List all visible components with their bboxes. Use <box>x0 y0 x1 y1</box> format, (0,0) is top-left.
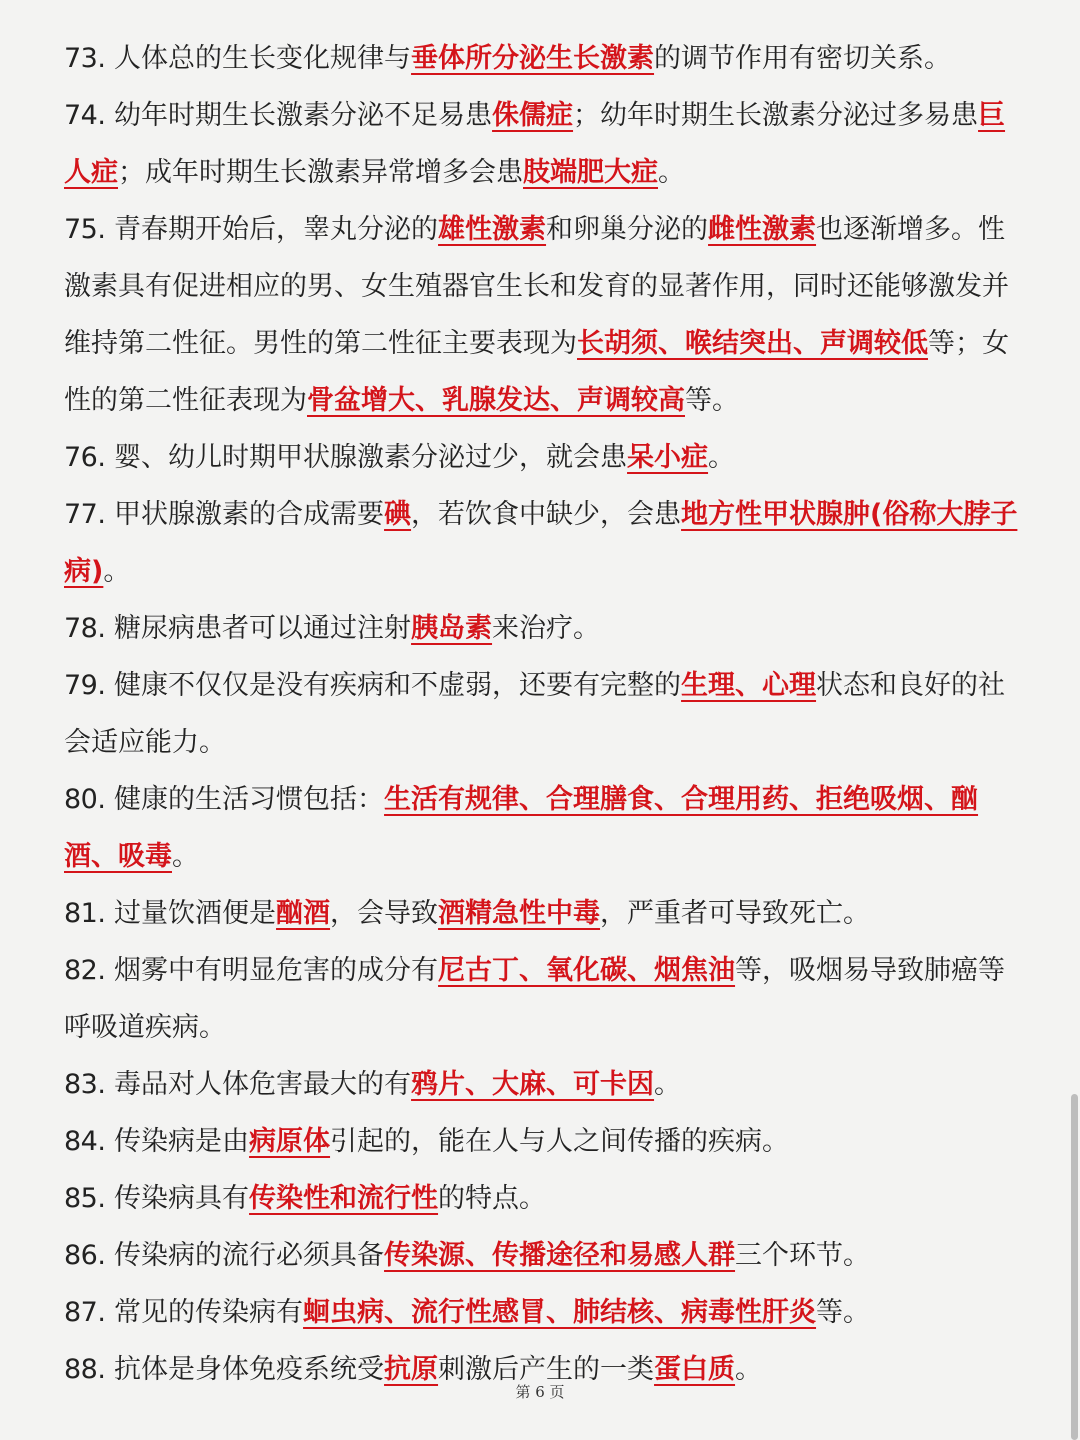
highlighted-answer: 骨盆增大、乳腺发达、声调较高 <box>307 385 685 416</box>
item-number: 83. <box>64 1069 106 1100</box>
list-item <box>64 30 1024 87</box>
spacer <box>105 1240 114 1271</box>
statement-text: 常见的传染病有 <box>114 1297 304 1328</box>
list-item <box>64 600 1024 657</box>
highlighted-answer: 雌性激素 <box>708 214 817 245</box>
list-item <box>64 1227 1024 1284</box>
statement-text: 来治疗。 <box>492 613 601 644</box>
item-number: 88. <box>64 1354 106 1385</box>
highlighted-answer: 鸦片、大麻、可卡因 <box>411 1069 655 1100</box>
item-number: 73. <box>64 43 106 74</box>
list-item <box>64 201 1024 429</box>
statement-text: 状态和良好的社会适应能力。 <box>64 670 1006 758</box>
item-number: 78. <box>64 613 106 644</box>
spacer <box>105 613 114 644</box>
spacer <box>105 1126 114 1157</box>
item-number: 76. <box>64 442 106 473</box>
statement-text: 三个环节。 <box>735 1240 871 1271</box>
statement-text: 的特点。 <box>438 1183 547 1214</box>
statement-text: 传染病是由 <box>114 1126 250 1157</box>
statement-text: 也逐渐增多。性激素具有促进相应的男、女生殖器官生长和发育的显著作用，同时还能够激发并维持第二性征。男性的第二性征主要表现为 <box>64 214 1009 359</box>
spacer <box>105 214 114 245</box>
highlighted-answer: 碘 <box>384 499 412 530</box>
highlighted-answer: 传染性和流行性 <box>249 1183 439 1214</box>
item-number: 80. <box>64 784 106 815</box>
highlighted-answer: 传染源、传播途径和易感人群 <box>384 1240 736 1271</box>
list-item <box>64 771 1024 885</box>
statement-text: 传染病具有 <box>114 1183 250 1214</box>
highlighted-answer: 巨人症 <box>64 100 1006 188</box>
statement-text: 健康不仅仅是没有疾病和不虚弱，还要有完整的 <box>114 670 682 701</box>
statement-text: 等。 <box>816 1297 871 1328</box>
highlighted-answer: 呆小症 <box>627 442 709 473</box>
list-item <box>64 942 1024 1056</box>
statement-text: 和卵巢分泌的 <box>546 214 709 245</box>
highlighted-answer: 病原体 <box>249 1126 331 1157</box>
statement-text: 传染病的流行必须具备 <box>114 1240 385 1271</box>
item-number: 74. <box>64 100 106 131</box>
statement-text: 婴、幼儿时期甲状腺激素分泌过少，就会患 <box>114 442 628 473</box>
statement-text: 。 <box>658 157 685 188</box>
statement-text: ，若饮食中缺少，会患 <box>411 499 682 530</box>
list-item <box>64 486 1024 600</box>
statement-text: 刺激后产生的一类 <box>438 1354 655 1385</box>
item-number: 77. <box>64 499 106 530</box>
spacer <box>105 898 114 929</box>
item-number: 85. <box>64 1183 106 1214</box>
highlighted-answer: 地方性甲状腺肿(俗称大脖子病) <box>64 499 1018 587</box>
highlighted-answer: 生理、心理 <box>681 670 817 701</box>
question-list <box>64 30 1024 1398</box>
statement-text: 等。 <box>685 385 739 416</box>
list-item <box>64 87 1024 201</box>
page-number: 第 6 页 <box>515 1383 565 1401</box>
highlighted-answer: 胰岛素 <box>411 613 493 644</box>
highlighted-answer: 酗酒 <box>276 898 331 929</box>
spacer <box>105 499 114 530</box>
highlighted-answer: 抗原 <box>384 1354 439 1385</box>
statement-text: 的调节作用有密切关系。 <box>654 43 952 74</box>
statement-text: ；成年时期生长激素异常增多会患 <box>118 157 523 188</box>
highlighted-answer: 雄性激素 <box>438 214 547 245</box>
list-item <box>64 657 1024 771</box>
statement-text: 等，吸烟易导致肺癌等呼吸道疾病。 <box>64 955 1006 1043</box>
list-item <box>64 1284 1024 1341</box>
highlighted-answer: 蛔虫病、流行性感冒、肺结核、病毒性肝炎 <box>303 1297 817 1328</box>
highlighted-answer: 肢端肥大症 <box>523 157 658 188</box>
statement-text: 人体总的生长变化规律与 <box>114 43 412 74</box>
list-item <box>64 429 1024 486</box>
statement-text: 等；女性的第二性征表现为 <box>64 328 1009 416</box>
statement-text: 糖尿病患者可以通过注射 <box>114 613 412 644</box>
highlighted-answer: 侏儒症 <box>492 100 574 131</box>
list-item <box>64 1056 1024 1113</box>
scrollbar-thumb[interactable] <box>1071 1094 1078 1440</box>
spacer <box>105 100 114 131</box>
item-number: 82. <box>64 955 106 986</box>
statement-text: 。 <box>735 1354 763 1385</box>
highlighted-answer: 垂体所分泌生长激素 <box>411 43 655 74</box>
spacer <box>105 1069 114 1100</box>
item-number: 87. <box>64 1297 106 1328</box>
statement-text: 毒品对人体危害最大的有 <box>114 1069 412 1100</box>
statement-text: 过量饮酒便是 <box>114 898 277 929</box>
list-item <box>64 1170 1024 1227</box>
statement-text: 。 <box>172 841 199 872</box>
item-number: 79. <box>64 670 106 701</box>
spacer <box>105 784 114 815</box>
spacer <box>105 1297 114 1328</box>
statement-text: ；幼年时期生长激素分泌过多易患 <box>573 100 979 131</box>
item-number: 86. <box>64 1240 106 1271</box>
statement-text: 抗体是身体免疫系统受 <box>114 1354 385 1385</box>
statement-text: 健康的生活习惯包括： <box>114 784 385 815</box>
item-number: 75. <box>64 214 106 245</box>
spacer <box>105 955 114 986</box>
statement-text: 烟雾中有明显危害的成分有 <box>114 955 439 986</box>
statement-text: 青春期开始后，睾丸分泌的 <box>114 214 439 245</box>
highlighted-answer: 尼古丁、氧化碳、烟焦油 <box>438 955 736 986</box>
statement-text: 。 <box>103 556 131 587</box>
spacer <box>105 670 114 701</box>
statement-text: 。 <box>654 1069 682 1100</box>
statement-text: ，严重者可导致死亡。 <box>600 898 871 929</box>
statement-text: 幼年时期生长激素分泌不足易患 <box>114 100 493 131</box>
list-item <box>64 885 1024 942</box>
highlighted-answer: 生活有规律、合理膳食、合理用药、拒绝吸烟、酗酒、吸毒 <box>64 784 979 872</box>
statement-text: ，会导致 <box>330 898 439 929</box>
highlighted-answer: 长胡须、喉结突出、声调较低 <box>577 328 928 359</box>
statement-text: 。 <box>708 442 736 473</box>
spacer <box>105 43 114 74</box>
statement-text: 甲状腺激素的合成需要 <box>114 499 385 530</box>
list-item <box>64 1113 1024 1170</box>
spacer <box>105 442 114 473</box>
item-number: 84. <box>64 1126 106 1157</box>
highlighted-answer: 酒精急性中毒 <box>438 898 601 929</box>
item-number: 81. <box>64 898 106 929</box>
spacer <box>105 1183 114 1214</box>
statement-text: 引起的，能在人与人之间传播的疾病。 <box>330 1126 790 1157</box>
highlighted-answer: 蛋白质 <box>654 1354 736 1385</box>
